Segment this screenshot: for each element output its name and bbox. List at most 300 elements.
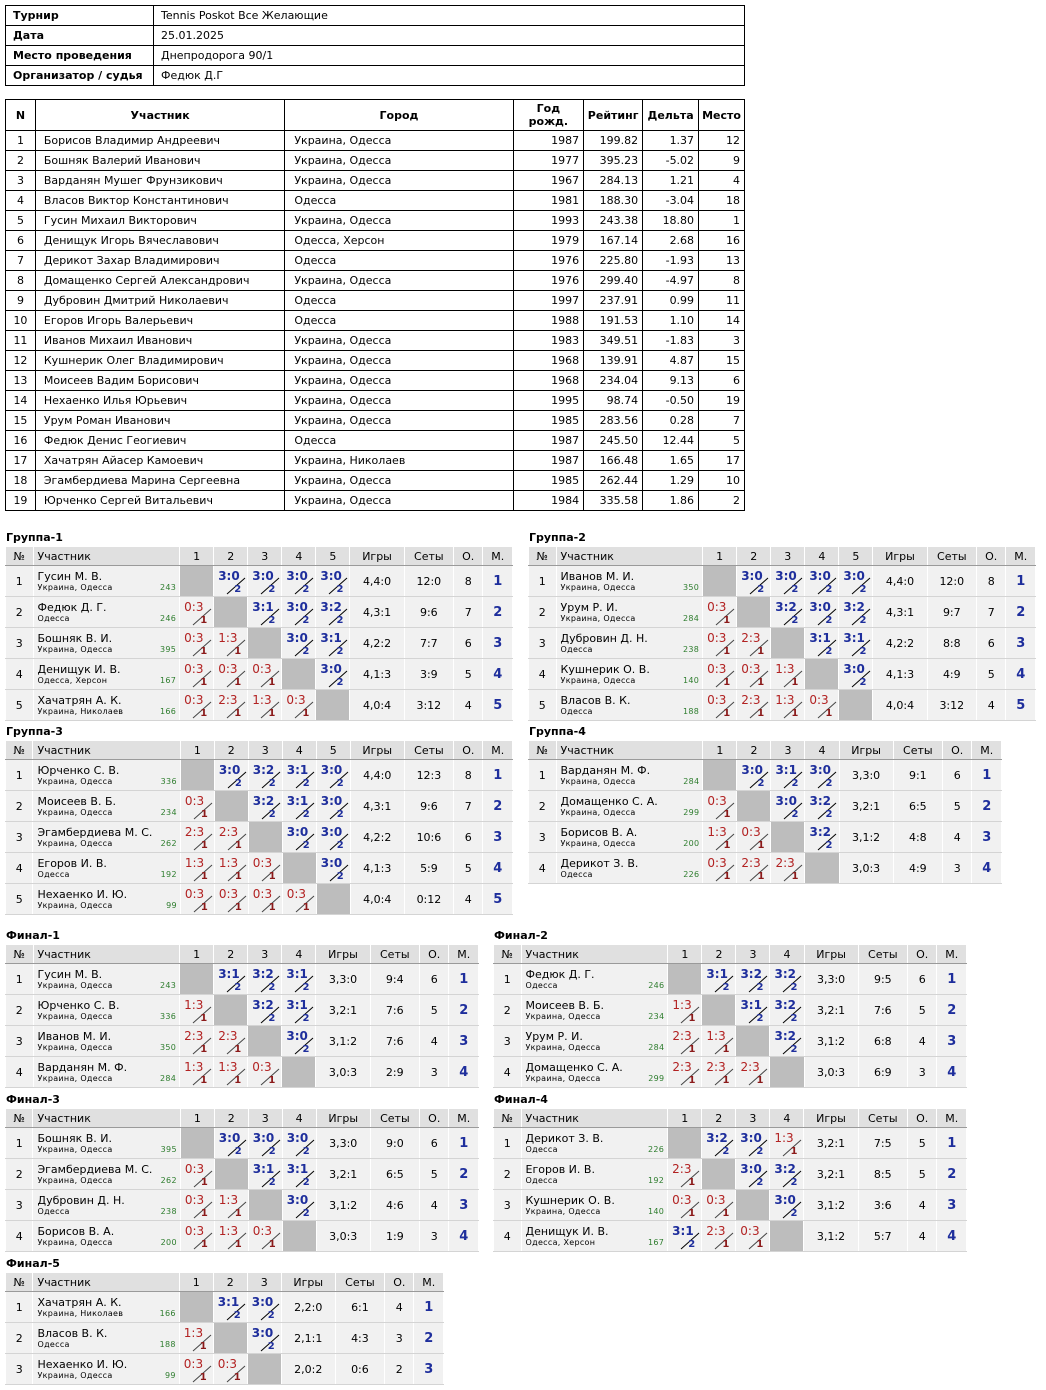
match-cell [213,1354,247,1385]
player-rating: 226 [683,870,700,879]
group-games: 4,4:0 [350,760,404,791]
match-score-wrap [215,1190,248,1220]
group-col-opponent: 5 [839,547,873,566]
participant-year: 1987 [513,451,584,471]
match-points: 2 [234,778,242,789]
group-games: 3,3:0 [804,964,858,995]
match-score: 2:3 [218,825,239,839]
participant-delta: 18.80 [643,211,699,231]
match-score-wrap [668,1190,701,1220]
participant-name: Борисов Владимир Андреевич [35,131,284,151]
group-games: 3,1:2 [804,1190,858,1221]
match-points: 1 [688,1044,696,1055]
match-score-wrap [282,690,315,720]
group-col-opponent: 4 [282,741,316,760]
player-rating: 246 [159,614,177,623]
group-row-number: 2 [6,995,34,1026]
player-sub [37,1371,175,1381]
match-score-wrap [805,791,838,821]
match-points: 2 [859,646,867,657]
group-points: 3 [420,1221,449,1252]
group-col-games: Игры [281,1273,335,1292]
match-cell-self [213,1323,247,1354]
participant-place: 11 [699,291,745,311]
match-points: 2 [234,584,242,595]
match-cell [214,760,248,791]
match-points: 1 [756,1075,764,1086]
match-score-wrap [214,659,247,689]
match-score-wrap [770,1128,803,1158]
match-points: 1 [200,646,208,657]
participant-delta: -5.02 [643,151,699,171]
match-score: 0:3 [184,887,205,901]
match-score: 1:3 [707,825,727,839]
match-score-wrap [248,566,281,596]
group-sets: 8:5 [858,1159,907,1190]
match-cell [316,659,350,690]
group-row-number: 2 [494,1159,522,1190]
match-score-wrap [283,1128,316,1158]
participant-row [6,491,745,511]
group-col-n: № [6,1273,33,1292]
group-player-cell [556,566,703,597]
match-score: 2:3 [741,856,761,870]
match-score-wrap [249,853,282,883]
player-rating: 192 [648,1176,665,1185]
match-score: 0:3 [706,1193,726,1207]
match-score: 3:0 [286,600,308,614]
match-points: 2 [268,1146,276,1157]
match-score-wrap [771,659,804,689]
group-points: 4 [907,1190,936,1221]
match-score: 3:2 [252,998,274,1012]
participant-city: Украина, Одесса [285,211,513,231]
match-score-wrap [805,760,838,790]
group-sets: 6:1 [335,1292,384,1323]
match-score-wrap [180,1354,213,1384]
match-cell [839,597,873,628]
match-score-wrap [317,791,350,821]
match-score-wrap [215,822,248,852]
group-col-place: М. [449,945,479,964]
player-sub [526,1238,665,1248]
match-points: 1 [200,840,208,851]
participant-place: 10 [699,471,745,491]
match-score: 3:0 [252,569,274,583]
group-games: 3,3:0 [316,964,370,995]
group-title: Группа-1 [6,531,63,544]
group-header-row [6,1273,444,1292]
group-points: 4 [453,690,482,721]
match-cell-self [668,964,702,995]
player-name: Домащенко С. А. [560,795,658,808]
participant-n: 11 [6,331,36,351]
group-row [6,964,479,995]
match-score: 2:3 [218,693,238,707]
match-points: 1 [723,615,731,626]
player-sub [37,1340,175,1350]
participant-place: 18 [699,191,745,211]
group-col-n: № [494,945,522,964]
player-location: Украина, Одесса [37,1043,113,1052]
group-place: 4 [937,1057,967,1088]
participant-n: 16 [6,431,36,451]
player-name: Варданян М. Ф. [37,1061,128,1074]
group-row-number: 1 [529,760,557,791]
match-points: 2 [722,1146,730,1157]
player-location: Украина, Одесса [37,1074,113,1083]
match-points: 1 [234,646,242,657]
match-score-wrap [805,628,838,658]
group-sets: 4:8 [893,822,942,853]
match-cell [737,822,771,853]
group-row [529,822,1002,853]
group-player-cell [33,964,180,995]
player-name: Денищук И. В. [37,663,121,676]
match-cell [180,597,214,628]
match-score: 3:0 [775,569,797,583]
group-place: 3 [937,1026,967,1057]
player-name: Иванов М. И. [560,570,635,583]
participant-row [6,411,745,431]
match-points: 2 [756,982,764,993]
match-score-wrap [248,690,281,720]
participant-place: 6 [699,371,745,391]
match-score: 3:0 [320,569,342,583]
group-table [5,1272,444,1385]
participant-place: 9 [699,151,745,171]
match-score: 0:3 [184,693,204,707]
player-rating: 299 [648,1074,665,1083]
participant-name: Домащенко Сергей Александрович [35,271,284,291]
match-score-wrap [668,1159,701,1189]
match-score: 3:0 [218,569,240,583]
participant-rating: 349.51 [584,331,643,351]
participant-n: 1 [6,131,36,151]
group-row [529,659,1036,690]
group-col-opponent: 1 [668,945,702,964]
group-block [5,530,513,721]
player-rating: 234 [648,1012,665,1021]
group-row-number: 3 [6,628,34,659]
match-score-wrap [181,1159,214,1189]
group-sets: 9:6 [404,597,453,628]
match-points: 2 [859,584,867,595]
match-score: 0:3 [740,1224,760,1238]
match-points: 2 [757,778,765,789]
group-title: Группа-3 [6,725,63,738]
player-name: Варданян М. Ф. [560,764,651,777]
match-score: 0:3 [252,1224,273,1238]
group-block [493,928,967,1088]
participant-year: 1967 [513,171,584,191]
participant-delta: 12.44 [643,431,699,451]
group-points: 6 [420,1128,449,1159]
player-sub [561,839,700,849]
participant-delta: 1.10 [643,311,699,331]
group-col-sets: Сеты [335,1273,384,1292]
match-score: 3:1 [672,1224,694,1238]
match-cell [703,628,737,659]
match-cell-self [179,1292,213,1323]
player-name: Моисеев В. Б. [37,795,116,808]
group-player-cell [33,659,180,690]
group-sets: 4:3 [335,1323,384,1354]
group-col-games: Игры [804,945,858,964]
player-sub [526,1207,665,1217]
group-col-opponent: 2 [214,1109,248,1128]
player-location: Украина, Одесса [37,1176,113,1185]
match-points: 1 [757,871,765,882]
match-score: 2:3 [184,825,205,839]
match-score-wrap [181,791,214,821]
match-score-wrap [180,995,213,1025]
group-sets: 7:6 [858,995,907,1026]
match-score: 3:0 [809,569,831,583]
match-score-wrap [736,1128,769,1158]
info-row [6,66,745,86]
player-name: Федюк Д. Г. [37,601,107,614]
group-col-sets: Сеты [370,1109,419,1128]
match-points: 2 [336,584,344,595]
participant-row [6,451,745,471]
participant-row [6,131,745,151]
match-cell [805,628,839,659]
group-table [493,944,967,1088]
group-points: 4 [907,1221,936,1252]
match-points: 2 [722,982,730,993]
match-score: 0:3 [286,693,306,707]
match-points: 2 [825,584,833,595]
group-col-opponent: 3 [247,1273,281,1292]
match-cell [248,659,282,690]
match-score-wrap [214,1292,247,1322]
match-score-wrap [839,566,872,596]
match-points: 1 [268,1239,276,1250]
match-score: 0:3 [672,1193,692,1207]
match-score: 3:0 [741,763,763,777]
match-score: 0:3 [184,794,205,808]
group-games: 4,0:4 [350,690,404,721]
player-sub [37,1238,176,1248]
match-score-wrap [214,1354,247,1384]
match-cell [248,690,282,721]
match-cell-self [805,853,839,884]
group-place: 1 [483,760,513,791]
match-cell [736,1159,770,1190]
group-col-points: О. [454,741,483,760]
group-table [5,740,513,915]
match-score-wrap [215,760,248,790]
match-score: 3:2 [706,1131,728,1145]
match-score-wrap [839,597,872,627]
group-row [494,964,967,995]
match-points: 1 [723,871,731,882]
participant-year: 1993 [513,211,584,231]
group-sets: 10:6 [404,822,453,853]
group-player-cell [33,566,180,597]
group-col-opponent: 1 [180,945,214,964]
match-cell [282,1159,316,1190]
match-cell-self [736,1026,770,1057]
match-score: 3:2 [252,763,275,777]
participant-rating: 139.91 [584,351,643,371]
participant-name: Юрченко Сергей Витальевич [35,491,284,511]
match-cell [282,566,316,597]
group-sets: 12:0 [927,566,976,597]
player-location: Одесса [37,614,70,623]
match-score-wrap [249,1128,282,1158]
match-score-wrap [736,1221,769,1251]
participant-name: Дубровин Дмитрий Николаевич [35,291,284,311]
match-cell [668,1190,702,1221]
group-col-games: Игры [316,945,370,964]
match-cell [214,1221,248,1252]
player-location: Одесса, Херсон [525,1238,596,1247]
match-cell [180,1159,214,1190]
match-points: 1 [234,1044,242,1055]
group-sets: 4:9 [893,853,942,884]
player-name: Дерикот З. В. [560,857,639,870]
match-cell [702,1026,736,1057]
match-score: 3:0 [774,1193,796,1207]
group-row [6,1292,444,1323]
match-points: 1 [234,871,242,882]
group-sets: 2:9 [370,1057,419,1088]
player-rating: 284 [159,1074,177,1083]
group-col-points: О. [976,547,1005,566]
player-name: Моисеев В. Б. [525,999,605,1012]
group-place: 3 [414,1354,444,1385]
player-location: Украина, Одесса [37,981,113,990]
match-score-wrap [316,659,349,689]
group-row-number: 1 [6,964,34,995]
group-player-cell [33,1354,179,1385]
match-cell [248,597,282,628]
match-points: 1 [688,1177,696,1188]
participant-rating: 234.04 [584,371,643,391]
match-points: 1 [722,1239,730,1250]
info-label: Турнир [6,6,154,26]
group-place: 3 [449,1026,479,1057]
participant-city: Одесса [285,251,513,271]
participant-rating: 166.48 [584,451,643,471]
match-cell [248,995,282,1026]
match-score-wrap [214,964,247,994]
player-location: Украина, Одесса [560,583,636,592]
match-points: 2 [233,1310,241,1321]
match-score: 2:3 [672,1060,692,1074]
participant-delta: -3.04 [643,191,699,211]
match-cell-self [839,690,873,721]
group-place: 2 [483,791,513,822]
match-cell [668,1026,702,1057]
group-col-place: М. [449,1109,479,1128]
player-location: Украина, Одесса [525,1074,601,1083]
group-place: 1 [449,1128,479,1159]
match-points: 2 [302,1146,310,1157]
match-score-wrap [317,853,350,883]
player-location: Украина, Одесса [560,808,636,817]
player-rating: 234 [160,808,177,817]
participant-delta: 2.68 [643,231,699,251]
match-cell [703,690,737,721]
match-cell-self [771,822,805,853]
group-row [529,791,1002,822]
group-col-opponent: 3 [248,945,282,964]
match-score-wrap [214,628,247,658]
group-row [6,853,513,884]
participant-n: 15 [6,411,36,431]
match-cell [247,1323,281,1354]
match-score-wrap [771,853,804,883]
match-score-wrap [703,791,736,821]
match-score-wrap [770,1190,803,1220]
group-player-cell [33,1128,180,1159]
participant-rating: 284.13 [584,171,643,191]
group-header-row [529,741,1002,760]
player-location: Украина, Одесса [525,1012,601,1021]
player-name: Эгамбердиева М. С. [37,826,153,839]
player-rating: 243 [159,981,177,990]
group-points: 8 [976,566,1005,597]
group-row-number: 4 [494,1221,522,1252]
group-points: 4 [420,1190,449,1221]
match-cell-self [282,853,316,884]
group-col-games: Игры [316,1109,370,1128]
participant-year: 1987 [513,131,584,151]
participant-row [6,251,745,271]
match-points: 2 [336,809,344,820]
player-sub [37,839,176,849]
group-place: 3 [972,822,1002,853]
group-games: 4,2:2 [350,628,404,659]
match-cell [770,995,804,1026]
group-col-opponent: 5 [316,547,350,566]
group-sets: 9:0 [370,1128,419,1159]
match-cell [213,1292,247,1323]
match-cell [737,690,771,721]
match-cell [702,964,736,995]
match-points: 2 [790,1044,798,1055]
player-name: Домащенко С. А. [525,1061,623,1074]
player-rating: 284 [682,614,700,623]
match-score-wrap [703,628,736,658]
match-score-wrap [181,1221,214,1251]
match-score: 2:3 [775,856,795,870]
match-score-wrap [703,822,736,852]
player-rating: 140 [682,676,700,685]
group-points: 5 [907,1159,936,1190]
player-rating: 192 [160,870,177,879]
match-cell [282,822,316,853]
match-score: 3:0 [286,569,308,583]
group-player-cell [521,1026,668,1057]
match-score-wrap [770,995,803,1025]
match-cell [316,853,350,884]
match-cell-self [316,884,350,915]
group-col-n: № [529,547,557,566]
group-row [494,1159,967,1190]
match-cell-self [248,1190,282,1221]
match-cell-self [703,760,737,791]
participant-row [6,391,745,411]
group-player-cell [33,853,180,884]
match-score-wrap [283,822,316,852]
group-col-place: М. [483,547,513,566]
group-row-number: 2 [494,995,522,1026]
participant-place: 2 [699,491,745,511]
